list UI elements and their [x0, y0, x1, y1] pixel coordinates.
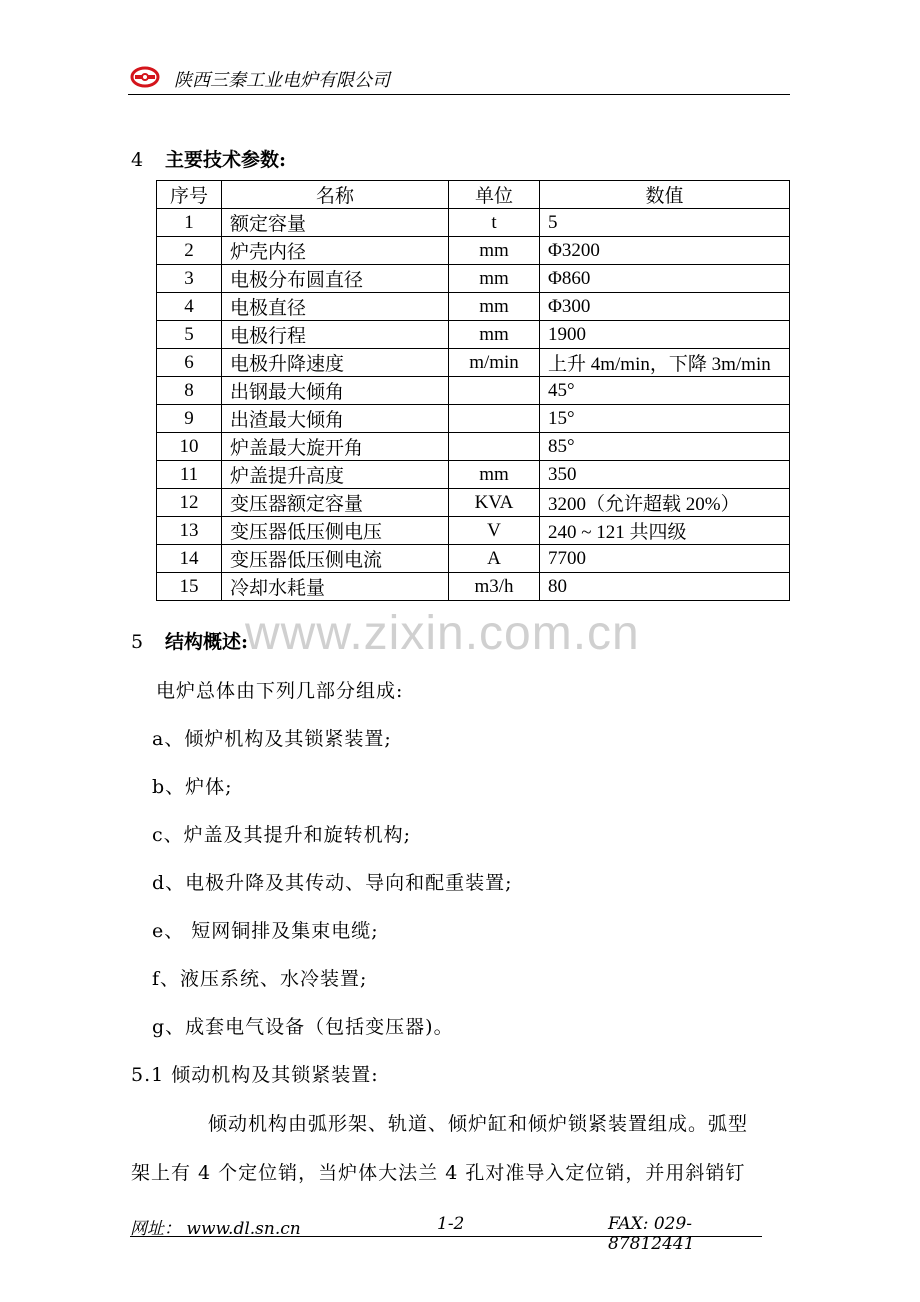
cell-unit: m/min — [449, 349, 540, 377]
cell-value: 85° — [540, 433, 790, 461]
cell-seq: 4 — [157, 293, 222, 321]
cell-name: 出钢最大倾角 — [222, 377, 449, 405]
cell-unit: m3/h — [449, 573, 540, 601]
col-header-unit: 单位 — [449, 181, 540, 209]
cell-unit: mm — [449, 293, 540, 321]
watermark: www.zixin.com.cn — [245, 607, 640, 660]
cell-seq: 5 — [157, 321, 222, 349]
table-body — [157, 209, 790, 601]
cell-value: 15° — [540, 405, 790, 433]
company-logo-icon — [130, 66, 160, 88]
cell-seq: 13 — [157, 517, 222, 545]
cell-unit: A — [449, 545, 540, 573]
cell-name: 电极直径 — [222, 293, 449, 321]
table-row — [157, 209, 790, 237]
cell-seq: 15 — [157, 573, 222, 601]
section-title: 结构概述: — [165, 631, 249, 653]
cell-value: 80 — [540, 573, 790, 601]
cell-seq: 2 — [157, 237, 222, 265]
cell-value: 240 ~ 121 共四级 — [540, 517, 790, 545]
cell-name: 变压器额定容量 — [222, 489, 449, 517]
list-item: f、液压系统、水冷装置; — [152, 968, 368, 990]
intro-text: 电炉总体由下列几部分组成: — [156, 680, 404, 702]
cell-unit: mm — [449, 265, 540, 293]
company-name: 陕西三秦工业电炉有限公司 — [174, 70, 390, 91]
cell-value: 5 — [540, 209, 790, 237]
cell-name: 冷却水耗量 — [222, 573, 449, 601]
paragraph-line: 倾动机构由弧形架、轨道、倾炉缸和倾炉锁紧装置组成。弧型 — [208, 1113, 749, 1135]
table-row — [157, 489, 790, 517]
footer-website: 网址： www.dl.sn.cn — [130, 1219, 301, 1239]
table-row — [157, 461, 790, 489]
col-header-name: 名称 — [222, 181, 449, 209]
table-row — [157, 237, 790, 265]
section-5-heading — [131, 627, 248, 654]
cell-name: 电极分布圆直径 — [222, 265, 449, 293]
cell-name: 变压器低压侧电流 — [222, 545, 449, 573]
cell-unit — [449, 377, 540, 405]
cell-unit — [449, 433, 540, 461]
footer-fax: FAX: 029-87812441 — [608, 1214, 695, 1254]
cell-seq: 3 — [157, 265, 222, 293]
col-header-value: 数值 — [540, 181, 790, 209]
cell-unit: mm — [449, 237, 540, 265]
table-row — [157, 545, 790, 573]
cell-seq: 12 — [157, 489, 222, 517]
table-row — [157, 321, 790, 349]
cell-name: 炉盖提升高度 — [222, 461, 449, 489]
subsection-5-1-heading: 5.1 倾动机构及其锁紧装置: — [131, 1064, 379, 1086]
list-item: a、倾炉机构及其锁紧装置; — [152, 728, 392, 750]
cell-unit: KVA — [449, 489, 540, 517]
cell-seq: 1 — [157, 209, 222, 237]
table-row — [157, 293, 790, 321]
cell-value: Φ860 — [540, 265, 790, 293]
page-header — [128, 64, 790, 95]
table-header-row — [157, 181, 790, 209]
cell-seq: 6 — [157, 349, 222, 377]
cell-value: 上升 4m/min，下降 3m/min — [540, 349, 790, 377]
list-item: d、电极升降及其传动、导向和配重装置; — [152, 872, 513, 894]
paragraph-line: 架上有 4 个定位销，当炉体大法兰 4 孔对准导入定位销，并用斜销钉 — [131, 1162, 746, 1184]
section-4-heading — [131, 145, 286, 172]
list-item: b、炉体; — [152, 776, 233, 798]
cell-name: 炉盖最大旋开角 — [222, 433, 449, 461]
cell-value: 350 — [540, 461, 790, 489]
cell-name: 额定容量 — [222, 209, 449, 237]
cell-unit: mm — [449, 461, 540, 489]
table-row — [157, 265, 790, 293]
cell-value: 3200（允许超载 20%） — [540, 489, 790, 517]
table-row — [157, 517, 790, 545]
table-row — [157, 377, 790, 405]
table-row — [157, 433, 790, 461]
cell-seq: 14 — [157, 545, 222, 573]
list-item: e、 短网铜排及集束电缆; — [152, 920, 379, 942]
cell-value: Φ300 — [540, 293, 790, 321]
section-number: 5 — [131, 631, 144, 653]
list-item: g、成套电气设备（包括变压器)。 — [152, 1016, 454, 1038]
cell-value: Φ3200 — [540, 237, 790, 265]
cell-name: 出渣最大倾角 — [222, 405, 449, 433]
spec-table — [156, 180, 790, 601]
cell-unit: mm — [449, 321, 540, 349]
table-row — [157, 405, 790, 433]
cell-name: 电极行程 — [222, 321, 449, 349]
cell-unit: t — [449, 209, 540, 237]
list-item: c、炉盖及其提升和旋转机构; — [152, 824, 412, 846]
table-row — [157, 349, 790, 377]
cell-name: 变压器低压侧电压 — [222, 517, 449, 545]
cell-value: 1900 — [540, 321, 790, 349]
cell-value: 45° — [540, 377, 790, 405]
section-number: 4 — [131, 149, 144, 171]
cell-value: 7700 — [540, 545, 790, 573]
cell-unit: V — [449, 517, 540, 545]
table-row — [157, 573, 790, 601]
cell-seq: 9 — [157, 405, 222, 433]
footer-page-number: 1-2 — [437, 1214, 465, 1234]
cell-seq: 10 — [157, 433, 222, 461]
page-footer — [130, 1214, 762, 1254]
cell-seq: 11 — [157, 461, 222, 489]
cell-seq: 8 — [157, 377, 222, 405]
cell-name: 电极升降速度 — [222, 349, 449, 377]
section-title: 主要技术参数: — [165, 149, 287, 171]
col-header-seq: 序号 — [157, 181, 222, 209]
cell-unit — [449, 405, 540, 433]
cell-name: 炉壳内径 — [222, 237, 449, 265]
